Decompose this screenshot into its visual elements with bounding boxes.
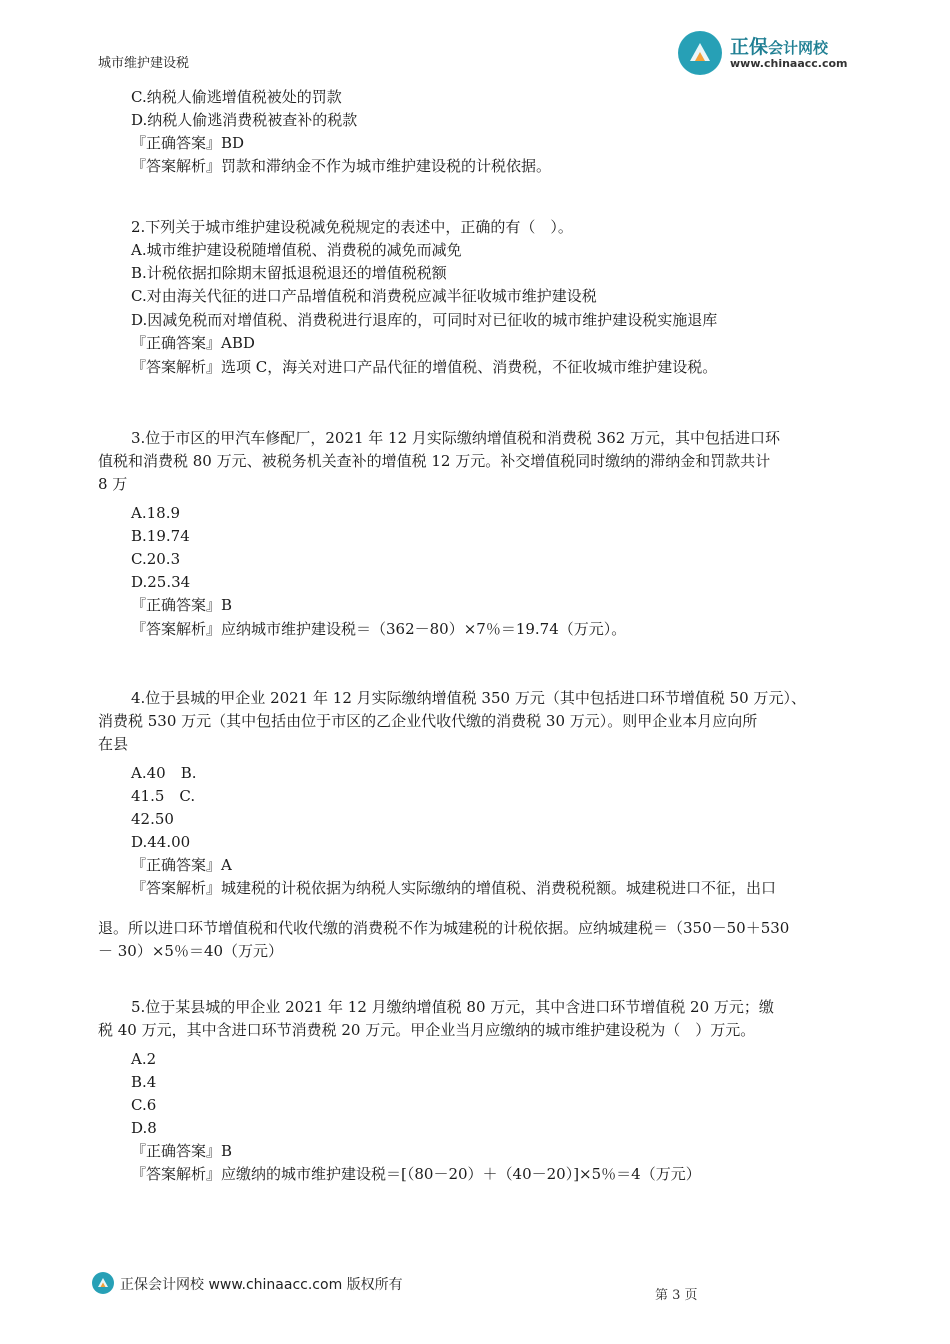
- q4-option-line2: 41.5 C.: [131, 787, 196, 805]
- q3-analysis: 『答案解析』应纳城市维护建设税＝（362－80）×7％＝19.74（万元）。: [131, 620, 627, 638]
- q2-option-d: D.因减免税而对增值税、消费税进行退库的，可同时对已征收的城市维护建设税实施退库: [131, 311, 718, 329]
- q5-answer: 『正确答案』B: [131, 1142, 233, 1160]
- q5-stem-line1: 5.位于某县城的甲企业 2021 年 12 月缴纳增值税 80 万元，其中含进口环节增值税 20 万元；缴: [131, 998, 774, 1016]
- q5-option-c: C.6: [131, 1096, 157, 1114]
- q1-option-c: C.纳税人偷逃增值税被处的罚款: [131, 88, 342, 106]
- q3-option-b: B.19.74: [131, 527, 190, 545]
- q1-option-d: D.纳税人偷逃消费税被查补的税款: [131, 111, 358, 129]
- footer-logo-icon: [92, 1272, 114, 1294]
- q4-analysis-line3: － 30）×5％＝40（万元）: [98, 942, 284, 960]
- q1-answer: 『正确答案』BD: [131, 134, 245, 152]
- q2-option-a: A.城市维护建设税随增值税、消费税的减免而减免: [131, 241, 462, 259]
- q3-option-a: A.18.9: [131, 504, 180, 522]
- q4-stem-line2: 消费税 530 万元（其中包括由位于市区的乙企业代收代缴的消费税 30 万元）。则甲企业本月应向所: [98, 712, 758, 730]
- q1-analysis: 『答案解析』罚款和滞纳金不作为城市维护建设税的计税依据。: [131, 157, 552, 175]
- q2-option-c: C.对由海关代征的进口产品增值税和消费税应减半征收城市维护建设税: [131, 287, 597, 305]
- q4-analysis-line1: 『答案解析』城建税的计税依据为纳税人实际缴纳的增值税、消费税税额。城建税进口不征，出口: [131, 879, 777, 897]
- clipped-header-text: 城市维护建设税: [98, 56, 190, 71]
- q4-option-line1: A.40 B.: [131, 764, 197, 782]
- brand-emblem-icon: [678, 31, 722, 75]
- q4-answer: 『正确答案』A: [131, 856, 232, 874]
- q4-option-line4: D.44.00: [131, 833, 191, 851]
- q2-option-b: B.计税依据扣除期末留抵退税退还的增值税税额: [131, 264, 447, 282]
- q5-stem-line2: 税 40 万元，其中含进口环节消费税 20 万元。甲企业当月应缴纳的城市维护建设税为（ ）万元。: [98, 1021, 756, 1039]
- q3-stem-line1: 3.位于市区的甲汽车修配厂，2021 年 12 月实际缴纳增值税和消费税 362 万元，其中包括进口环: [131, 429, 781, 447]
- q4-stem-line3: 在县: [98, 735, 129, 753]
- page-number: 第 3 页: [655, 1288, 698, 1303]
- q5-option-a: A.2: [131, 1050, 157, 1068]
- q5-analysis: 『答案解析』应缴纳的城市维护建设税＝[（80－20）＋（40－20）]×5％＝4（万元）: [131, 1165, 701, 1183]
- q2-answer: 『正确答案』ABD: [131, 334, 255, 352]
- q3-stem-line3: 8 万: [98, 475, 128, 493]
- brand-url: www.chinaacc.com: [730, 57, 848, 70]
- q4-stem-line1: 4.位于县城的甲企业 2021 年 12 月实际缴纳增值税 350 万元（其中包括进口环节增值税 50 万元）、: [131, 689, 806, 707]
- footer-copyright: 正保会计网校 www.chinaacc.com 版权所有: [120, 1277, 403, 1293]
- q3-option-c: C.20.3: [131, 550, 181, 568]
- q4-option-line3: 42.50: [131, 810, 174, 828]
- q4-analysis-line2: 退。所以进口环节增值税和代收代缴的消费税不作为城建税的计税依据。应纳城建税＝（350－50＋530: [98, 919, 790, 937]
- q2-analysis: 『答案解析』选项 C，海关对进口产品代征的增值税、消费税，不征收城市维护建设税。: [131, 358, 718, 376]
- brand-logo: [678, 29, 878, 77]
- q5-option-d: D.8: [131, 1119, 157, 1137]
- q2-stem: 2.下列关于城市维护建设税减免税规定的表述中，正确的有（ ）。: [131, 218, 573, 236]
- q3-answer: 『正确答案』B: [131, 596, 233, 614]
- q5-option-b: B.4: [131, 1073, 157, 1091]
- q3-option-d: D.25.34: [131, 573, 191, 591]
- brand-name: 正保会计网校: [730, 36, 829, 58]
- q3-stem-line2: 值税和消费税 80 万元、被税务机关查补的增值税 12 万元。补交增值税同时缴纳的滞纳金和罚款共计: [98, 452, 771, 470]
